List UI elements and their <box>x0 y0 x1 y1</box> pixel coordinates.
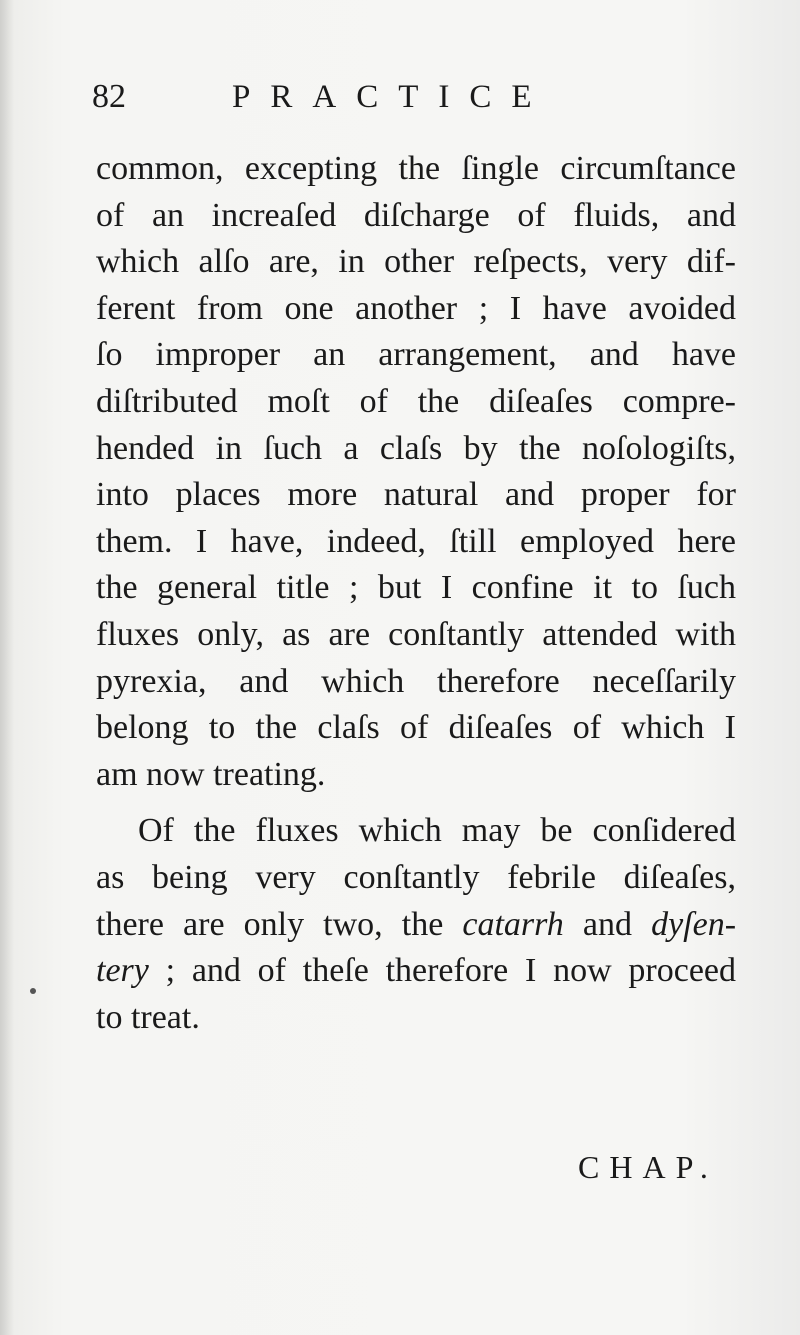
paragraph-2 <box>96 808 736 1041</box>
text-line: as being very conſtantly febrile diſeaſes, <box>96 858 736 896</box>
text-line: which alſo are, in other reſpects, very dif- <box>96 243 736 281</box>
catchword: CHAP. <box>578 1149 718 1185</box>
text-line: Of the fluxes which may be conſidered <box>138 812 736 850</box>
text-line: ſo improper an arrangement, and have <box>96 336 736 374</box>
text-line: them. I have, indeed, ſtill employed here <box>96 522 736 560</box>
text-span: and <box>563 905 652 943</box>
italic-word-tery: tery <box>96 952 149 990</box>
ink-speck <box>30 988 36 994</box>
text-line: pyrexia, and which therefore neceſſarily <box>96 662 736 700</box>
running-head: PRACTICE <box>232 79 552 115</box>
text-line: to treat. <box>96 998 200 1036</box>
text-span: there are only two, the <box>96 905 463 943</box>
text-line: fluxes only, as are conſtantly attended with <box>96 615 736 653</box>
text-span: ; and of theſe therefore I now proceed <box>148 952 736 990</box>
text-line: of an increaſed diſcharge of fluids, and <box>96 196 736 234</box>
text-line: am now treating. <box>96 755 326 793</box>
text-line <box>96 948 736 995</box>
text-line: hended in ſuch a claſs by the noſologiſts, <box>96 429 736 467</box>
text-line: the general title ; but I confine it to ſuch <box>96 569 736 607</box>
text-line: into places more natural and proper for <box>96 476 736 514</box>
text-line: belong to the claſs of diſeaſes of which I <box>96 709 736 747</box>
page-header <box>92 72 732 122</box>
text-line: common, excepting the ſingle circumſtance <box>96 150 736 187</box>
text-line <box>96 902 736 949</box>
main-text <box>96 146 736 1041</box>
page-gutter-shadow <box>0 0 14 1335</box>
text-line: diſtributed moſt of the diſeaſes compre- <box>96 382 736 420</box>
italic-word-dysentery: dyſen- <box>651 905 736 943</box>
text-line: ferent from one another ; I have avoided <box>96 289 736 327</box>
page-number: 82 <box>92 78 126 115</box>
italic-word-catarrh: catarrh <box>462 905 564 943</box>
